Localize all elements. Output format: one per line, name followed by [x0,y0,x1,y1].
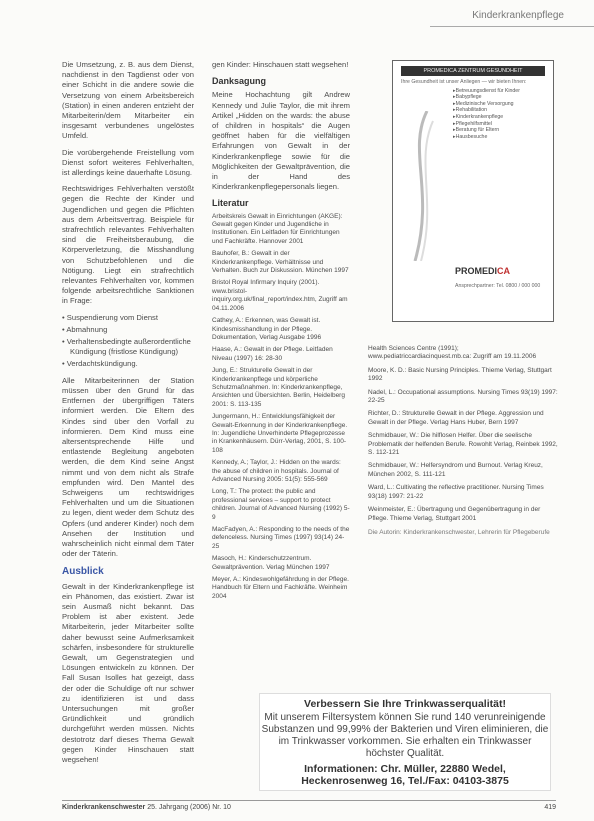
reference: Moore, K. D.: Basic Nursing Principles. Thieme Verlag, Stuttgart 1992 [368,366,552,383]
author-note: Die Autorin: Kinderkrankenschwester, Lehrerin für Pflegeberufe [368,528,550,536]
reference-list [212,213,350,602]
swoosh-graphic [407,111,437,261]
reference: Jungermann, H.: Entwicklungsfähigkeit der Gewalt-Erkennung in der Kinderkrankenpflege. In: Jugendliche Unverhinderte Pflegeprozesse in Krankenhäusern. Dürr-Verlag, 2001, S. 100-108 [212,413,348,454]
list-item: ▸ Medizinische Versorgung [453,101,553,108]
ad-banner: PROMEDICA ZENTRUM GESUNDHEIT [401,66,545,76]
list-item: • Verhaltensbedingte außerordentliche Kündigung (fristlose Kündigung) [62,337,191,357]
footer-journal: Kinderkrankenschwester 25. Jahrgang (2006) Nr. 10 [62,804,231,811]
paragraph: Die Umsetzung, z. B. aus dem Dienst, nachdienst in den Tagdienst oder von einer Schicht in die andere sowie die Versetzung von einem Arbeitsbereich (Station) in einen anderen entzieht der Mitarbeiterin/dem Mitarbeiter ein insgesamt verbundenes ungelöstes Umfeld. [62,60,194,141]
column-2 [212,60,350,605]
reference: Schmidbauer, W.: Die hilflosen Helfer. Über die seelische Problematik der helfenden Berufe. Rowohlt Verlag, Reinbek 1992, S. 112-121 [368,432,558,457]
ad-info: Informationen: Chr. Müller, 22880 Wedel, Heckenrosenweg 16, Tel./Fax: 04103-3875 [301,763,509,787]
reference: Kennedy, A.; Taylor, J.: Hidden on the wards: the abuse of children in hospitals. Journal of Advanced Nursing 2005: 51(5): 555-569 [212,459,341,484]
header-rule [430,26,594,27]
ad-contact: Ansprechpartner: Tel. 0800 / 000 000 [455,283,541,289]
ad-title: Verbessern Sie Ihre Trinkwasserqualität! [304,698,506,710]
list-item: • Abmahnung [62,324,108,334]
reference: MacFadyen, A.: Responding to the needs of the defenceless. Nursing Times (1997) 93(14) 24-25 [212,526,350,550]
reference: Long, T.: The protect: the public and professional services – support to protect children. Journal of Advanced Nursing (1992) 5-9 [212,488,350,521]
promedica-logo: PROMEDICA [455,266,511,276]
page-number: 419 [544,804,556,811]
reference: Haase, A.: Gewalt in der Pflege. Leitfaden Niveau (1997) 16: 28-30 [212,346,333,362]
reference: Meyer, A.: Kindeswohlgefährdung in der Pflege. Handbuch für Eltern und Fachkräfte. Weinheim 2004 [212,576,349,600]
running-header: Kinderkrankenpflege [472,10,564,21]
reference: Cathey, A.: Erkennen, was Gewalt ist. Kindesmisshandlung in der Pflege. Dokumentation, Verlag Ausgabe 1996 [212,317,322,341]
paragraph: Alle Mitarbeiterinnen der Station müssen über den Grund für das Entfernen der übergriffigen Täters informiert werden. Die Eltern des Kindes sind über den Vorfall zu informieren. Dem Kind muss eine altersentsprechende Hilfe und entlastende Begleitung angeboten werden, die dem Kind seine Angst nimmt und von dem nicht als Strafe empfunden wird. Den Mantel des Schweigens um rechtswidriges Fehlverhalten und um die Situationen zu legen, dient weder dem Schutz des Opfers (und anderer Kinder) noch dem Ansehen der Institution und wahrscheinlich nicht einmal dem Täter oder der Täterin. [62,375,194,559]
list-item: ▸ Pflegehilfsmittel [453,121,553,128]
reference: Nadel, L.: Occupational assumptions. Nursing Times 93(19) 1997: 22-25 [368,388,558,405]
ad-body: Mit unserem Filtersystem können Sie rund 140 verunreinigende Substanzen und 99,99% der Bakterien und Viren eliminieren, die im Trinkwasser vorkommen. Sie erhalten ein Trinkwasser höchster Qualität. [261,712,549,759]
list-item: ▸ Babypflege [453,94,553,101]
list-item: ▸ Rehabilitation [453,107,553,114]
reference: Ward, L.: Cultivating the reflective practitioner. Nursing Times 93(18) 1997: 21-22 [368,484,544,500]
reference: Weinmeister, E.: Übertragung und Gegenübertragung in der Pflege. Thieme Verlag, Stuttgart 2001 [368,506,541,522]
reference: Arbeitskreis Gewalt in Einrichtungen (AKGE): Gewalt gegen Kinder und Jugendliche in Institutionen. Ein Leitfaden für Einrichtungen und Fachkräfte. Hannover 2001 [212,212,343,245]
list-item: ▸ Hausbesuche [453,134,553,141]
list-item: • Suspendierung vom Dienst [62,312,158,322]
heading-literatur: Literatur [212,198,249,209]
sanctions-list [62,313,194,370]
footer-rule [62,800,556,801]
reference: Bauhofer, B.: Gewalt in der Kinderkrankenpflege. Verhältnisse und Verhalten. Buch zur Diskussion. München 1997 [212,250,349,275]
water-filter-advertisement [259,693,551,791]
column-3 [368,345,558,542]
paragraph: Gewalt in der Kinderkrankenpflege ist ein Phänomen, das existiert. Zwar ist sein Ausmaß nicht bekannt. Das Problem ist aber existent. Jede Mitarbeiterin, jeder Mitarbeiter sollte daher bewusst seine Aufmerksamkeit schärfen, insbesondere für strukturelle Gewalt, um Gegenstrategien und Lösungen entwickeln zu können. Der Fall Susan Isolles hat gezeigt, dass der oder die Schuldige oft nur schwer zu identifizieren ist und dass Untersuchungen mit großer Gründlichkeit und gründlich durchgeführt werden müssen. Nichts destotrotz darf dieses Thema Gewalt gegen Kinder Hinschauen statt wegsehen! [62,581,194,764]
reference: Schmidbauer, W.: Helfersyndrom und Burnout. Verlag Kreuz, München 2002, S. 111-121 [368,462,543,478]
column-1 [62,60,194,771]
list-item: ▸ Beratung für Eltern [453,127,553,134]
heading-ausblick: Ausblick [62,566,104,578]
reference: Jung, E.: Strukturelle Gewalt in der Kinderkrankenpflege und körperliche Schutzmaßnahmen. In: Kinderkrankenpflege, Ansichten und Übersichten. Berlin, Heidelberg 2001: S. 113-135 [212,367,345,408]
ad-subtitle: Ihre Gesundheit ist unser Anliegen — wir bieten Ihnen: [401,79,527,85]
paragraph: Meine Hochachtung gilt Andrew Kennedy und Julie Taylor, die mit ihrem Artikel „Hidden on the wards: the abuse of children in hospitals“ die Augen geöffnet haben für die vielfältigen Erfahrungen von Gewalt in der Kinderkrankenpflege sowie für die Möglichkeiten der Gewaltprävention, die in der Hand des Kinderkrankenpflegepersonals liegen. [212,90,350,192]
reference: Health Sciences Centre (1991); www.pediatriccardiacinquest.mb.ca: Zugriff am 19.11.2006 [368,345,537,361]
paragraph: Rechtswidriges Fehlverhalten verstößt gegen die Rechte der Kinder und Jugendlichen und gegen die Pflichten aus dem Arbeitsvertrag. Beispiele für strafrechtlich relevantes Fehlverhalten sind die Freiheitsberaubung, die Körperverletzung, die Misshandlung von Schutzbefohlenen und die Nötigung. Liegt ein strafrechtlich relevantes Fehlverhalten vor, kommen folgende arbeitsrechtliche Sanktionen in Frage: [62,184,194,306]
paragraph: Die vorübergehende Freistellung vom Dienst sofort weiteres Fehlverhalten, ist allerdings keine dauerhafte Lösung. [62,147,194,178]
reference: Masoch, H.: Kinderschutzzentrum. Gewaltprävention. Verlag München 1997 [212,555,330,571]
reference: Bristol Royal Infirmary Inquiry (2001). www.bristol-inquiry.org.uk/final_report/index.htm, Zugriff am 04.11.2006 [212,279,348,312]
list-item: ▸ Betreuungsdienst für Kinder [453,88,553,95]
reference: Richter, D.: Strukturelle Gewalt in der Pflege. Aggression und Gewalt in der Pflege. Verlag Hans Huber, Bern 1997 [368,410,544,426]
list-item: • Verdachtskündigung. [62,359,138,369]
list-item: ▸ Kinderkrankenpflege [453,114,553,121]
ad-services-list [453,88,553,141]
promedica-advertisement [392,60,554,322]
paragraph: gen Kinder: Hinschauen statt wegsehen! [212,60,349,69]
heading-danksagung: Danksagung [212,76,267,87]
